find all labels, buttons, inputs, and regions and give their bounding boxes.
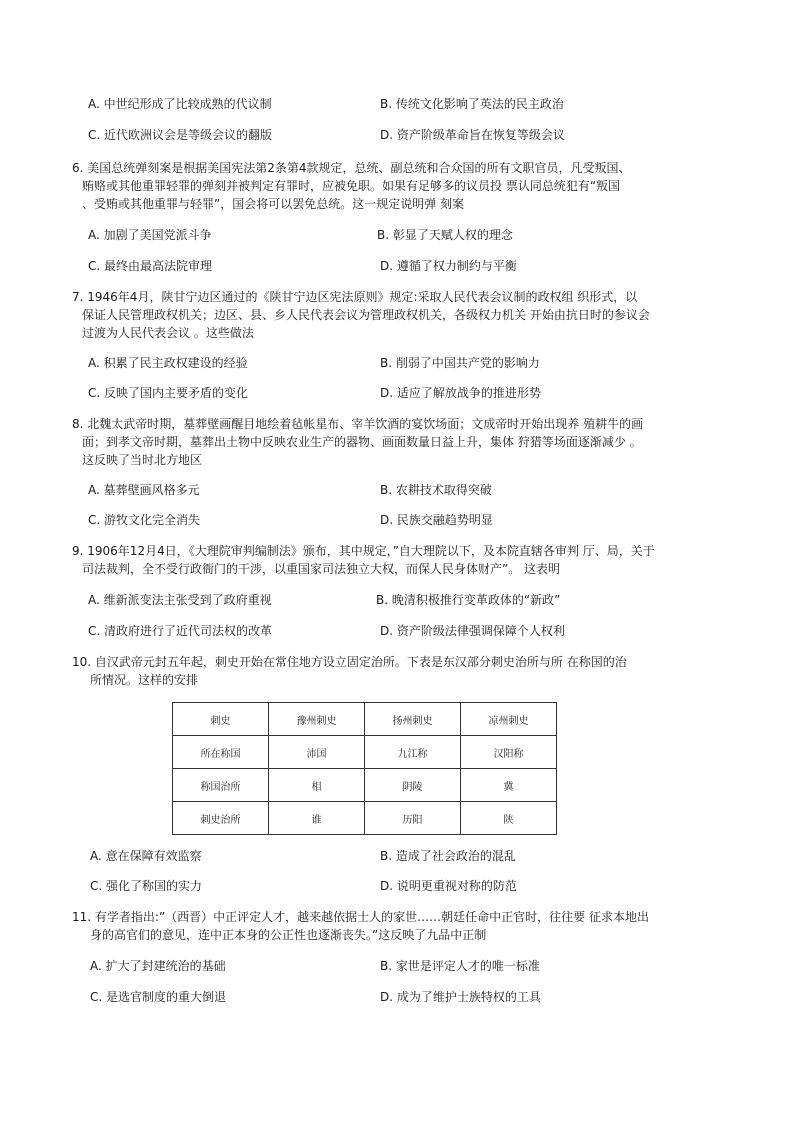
table-cell: 汉阳称: [461, 736, 557, 769]
table-cell: 阴陵: [365, 769, 461, 802]
q9-option-b: B. 晚清积极推行变革政体的“新政”: [376, 593, 561, 607]
q7-stem-line: 保证人民管理政权机关；边区、县、乡人民代表会议为管理政权机关，各级权力机关 开始由抗日时的参议会: [82, 308, 650, 322]
q9-stem-line: 9. 1906年12月4日，《大理院审判编制法》颁布，其中规定，”自大理院以下，及本院直辖各审判 厅、局，关于: [72, 544, 655, 558]
q6-option-d: D. 遵循了权力制约与平衡: [380, 259, 517, 273]
table-header-cell: 扬州刺史: [365, 703, 461, 736]
q7-option-a: A. 积累了民主政权建设的经验: [88, 356, 248, 370]
q9-stem-line: 司法裁判，全不受行政衙门的干涉，以重国家司法独立大权，而保人民身体财产”。 这表明: [82, 562, 561, 576]
prev-option-a: A. 中世纪形成了比较成熟的代议制: [88, 97, 272, 111]
q6-option-a: A. 加剧了美国党派斗争: [88, 228, 212, 242]
table-row: [173, 736, 557, 769]
q11-option-c: C. 是选官制度的重大倒退: [90, 990, 227, 1004]
table-header-row: [173, 703, 557, 736]
q8-option-a: A. 墓葬壁画风格多元: [88, 483, 200, 497]
q8-option-c: C. 游牧文化完全消失: [88, 513, 201, 527]
q8-option-b: B. 农耕技术取得突破: [380, 483, 492, 497]
table-cell: 冀: [461, 769, 557, 802]
q10-table: [172, 702, 557, 835]
q8-option-d: D. 民族交融趋势明显: [380, 513, 493, 527]
q7-option-b: B. 削弱了中国共产党的影响力: [380, 356, 540, 370]
q8-stem-line: 8. 北魏太武帝时期，墓葬壁画醒目地绘着毡帐星布、宰羊饮酒的宴饮场面；文成帝时开始出现养 殖耕牛的画: [72, 417, 644, 431]
q11-option-a: A. 扩大了封建统治的基础: [90, 959, 226, 973]
q7-option-c: C. 反映了国内主要矛盾的变化: [88, 386, 249, 400]
q10-option-d: D. 说明更重视对称的防范: [380, 879, 517, 893]
table-header-cell: 刺史: [173, 703, 269, 736]
table-cell: 相: [269, 769, 365, 802]
q7-stem-line: 过渡为人民代表会议 。这些做法: [82, 326, 254, 340]
table-header-cell: 豫州刺史: [269, 703, 365, 736]
table-cell: 称国治所: [173, 769, 269, 802]
q10-option-a: A. 意在保障有效监察: [90, 849, 202, 863]
table-row: [173, 769, 557, 802]
q11-option-d: D. 成为了维护士族特权的工具: [380, 990, 541, 1004]
prev-option-c: C. 近代欧洲议会是等级会议的翻版: [88, 128, 273, 142]
table-cell: 谁: [269, 802, 365, 835]
q11-stem-line: 11. 有学者指出:”（西晋）中正评定人才，越来越依据士人的家世……朝廷任命中正官时，往往要 征求本地出: [72, 910, 649, 924]
table-cell: 刺史治所: [173, 802, 269, 835]
prev-option-b: B. 传统文化影响了英法的民主政治: [380, 97, 564, 111]
q9-option-d: D. 资产阶级法律强调保障个人权利: [380, 624, 565, 638]
q8-stem-line: 面；到孝文帝时期，墓葬出土物中反映农业生产的器物、画面数量日益上升，集体 狩猎等场面逐渐减少 。: [82, 435, 642, 449]
q7-option-d: D. 适应了解放战争的推进形势: [380, 386, 541, 400]
table-cell: 所在称国: [173, 736, 269, 769]
q9-option-a: A. 维新派变法主张受到了政府重视: [88, 593, 272, 607]
table-cell: 九江称: [365, 736, 461, 769]
q8-stem-line: 这反映了当时北方地区: [82, 453, 203, 467]
q6-option-b: B. 彰显了天赋人权的理念: [377, 228, 513, 242]
q11-option-b: B. 家世是评定人才的唯一标准: [380, 959, 540, 973]
table-row: [173, 802, 557, 835]
q6-stem-line: 、受贿或其他重罪与轻罪”，国会将可以罢免总统。这一规定说明弹 刻案: [82, 197, 465, 211]
q10-stem-line: 10. 自汉武帝元封五年起，刺史开始在常住地方设立固定治所。下表是东汉部分刺史治所与所 在称国的治: [72, 655, 627, 669]
q10-stem-line: 所情况。这样的安排: [90, 673, 199, 687]
q10-option-c: C. 强化了称国的实力: [90, 879, 203, 893]
q6-option-c: C. 最终由最高法院审理: [88, 259, 213, 273]
table-cell: 陕: [461, 802, 557, 835]
q7-stem-line: 7. 1946年4月，陕甘宁边区通过的《陕甘宁边区宪法原则》规定:采取人民代表会议制的政权组 织形式，以: [72, 290, 638, 304]
q6-stem-line: 贿赂或其他重罪轻罪的弹刻并被判定有罪时，应被免职。如果有足够多的议员投 票认同总统犯有“叛国: [82, 179, 621, 193]
table-cell: 沛国: [269, 736, 365, 769]
table-cell: 历阳: [365, 802, 461, 835]
q11-stem-line: 身的高官们的意见，连中正本身的公正性也逐渐丧失。”这反映了九品中正制: [90, 928, 487, 942]
q6-stem-line: 6. 美国总统弹刻案是根据美国宪法第2条第4款规定，总统、副总统和合众国的所有文职官员，凡受叛国、: [72, 161, 631, 175]
q9-option-c: C. 清政府进行了近代司法权的改革: [88, 624, 273, 638]
prev-option-d: D. 资产阶级革命旨在恢复等级会议: [380, 128, 565, 142]
q10-option-b: B. 造成了社会政治的混乱: [380, 849, 516, 863]
table-header-cell: 凉州刺史: [461, 703, 557, 736]
